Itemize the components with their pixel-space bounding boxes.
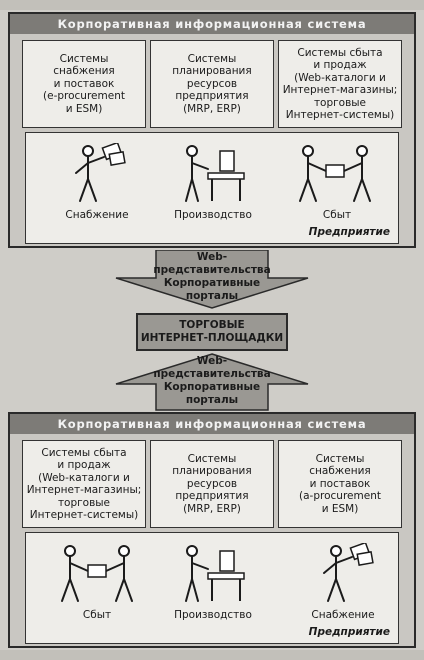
bottom-enterprise-box — [25, 532, 399, 644]
top-system-sales: Системы сбыта и продаж (Web-каталоги и Интернет-магазины; торговые Интернет-системы) — [278, 40, 402, 128]
bottom-corporate-system — [8, 412, 416, 648]
bottom-system-supply: Системы снабжения и поставок (a-procurement и ESM) — [278, 440, 402, 528]
top-enterprise-box — [25, 132, 399, 244]
function-label-sales: Сбыт — [322, 209, 352, 221]
trading-platforms-box: ТОРГОВЫЕ ИНТЕРНЕТ-ПЛОЩАДКИ — [136, 313, 288, 351]
bottom-system-sales: Системы сбыта и продаж (Web-каталоги и Интернет-магазины; торговые Интернет-системы) — [22, 440, 146, 528]
function-label-production: Производство — [174, 209, 252, 221]
function-label-sales: Сбыт — [82, 609, 112, 621]
top-system-title: Корпоративная информационная система — [10, 14, 414, 34]
supply-figure-icon — [308, 543, 378, 605]
function-label-production: Производство — [174, 609, 252, 621]
production-figure-icon — [178, 543, 248, 605]
top-system-erp: Системы планирования ресурсов предприятия (MRP, ERP) — [150, 40, 274, 128]
top-system-supply: Системы снабжения и поставок (e-procurement и ESM) — [22, 40, 146, 128]
bottom-system-erp: Системы планирования ресурсов предприятия (MRP, ERP) — [150, 440, 274, 528]
sales-figures-icon — [56, 543, 140, 605]
top-enterprise-label: Предприятие — [308, 226, 390, 238]
arrow-bottom-text: Web- представительства Корпоративные порталы — [153, 355, 271, 406]
sales-figures-icon — [294, 143, 378, 205]
production-figure-icon — [178, 143, 248, 205]
bottom-enterprise-label: Предприятие — [308, 626, 390, 638]
top-corporate-system — [8, 12, 416, 248]
function-label-supply: Снабжение — [65, 209, 129, 221]
arrow-top-text: Web- представительства Корпоративные порталы — [153, 251, 271, 302]
function-label-supply: Снабжение — [311, 609, 375, 621]
supply-figure-icon — [60, 143, 130, 205]
bottom-system-title: Корпоративная информационная система — [10, 414, 414, 434]
